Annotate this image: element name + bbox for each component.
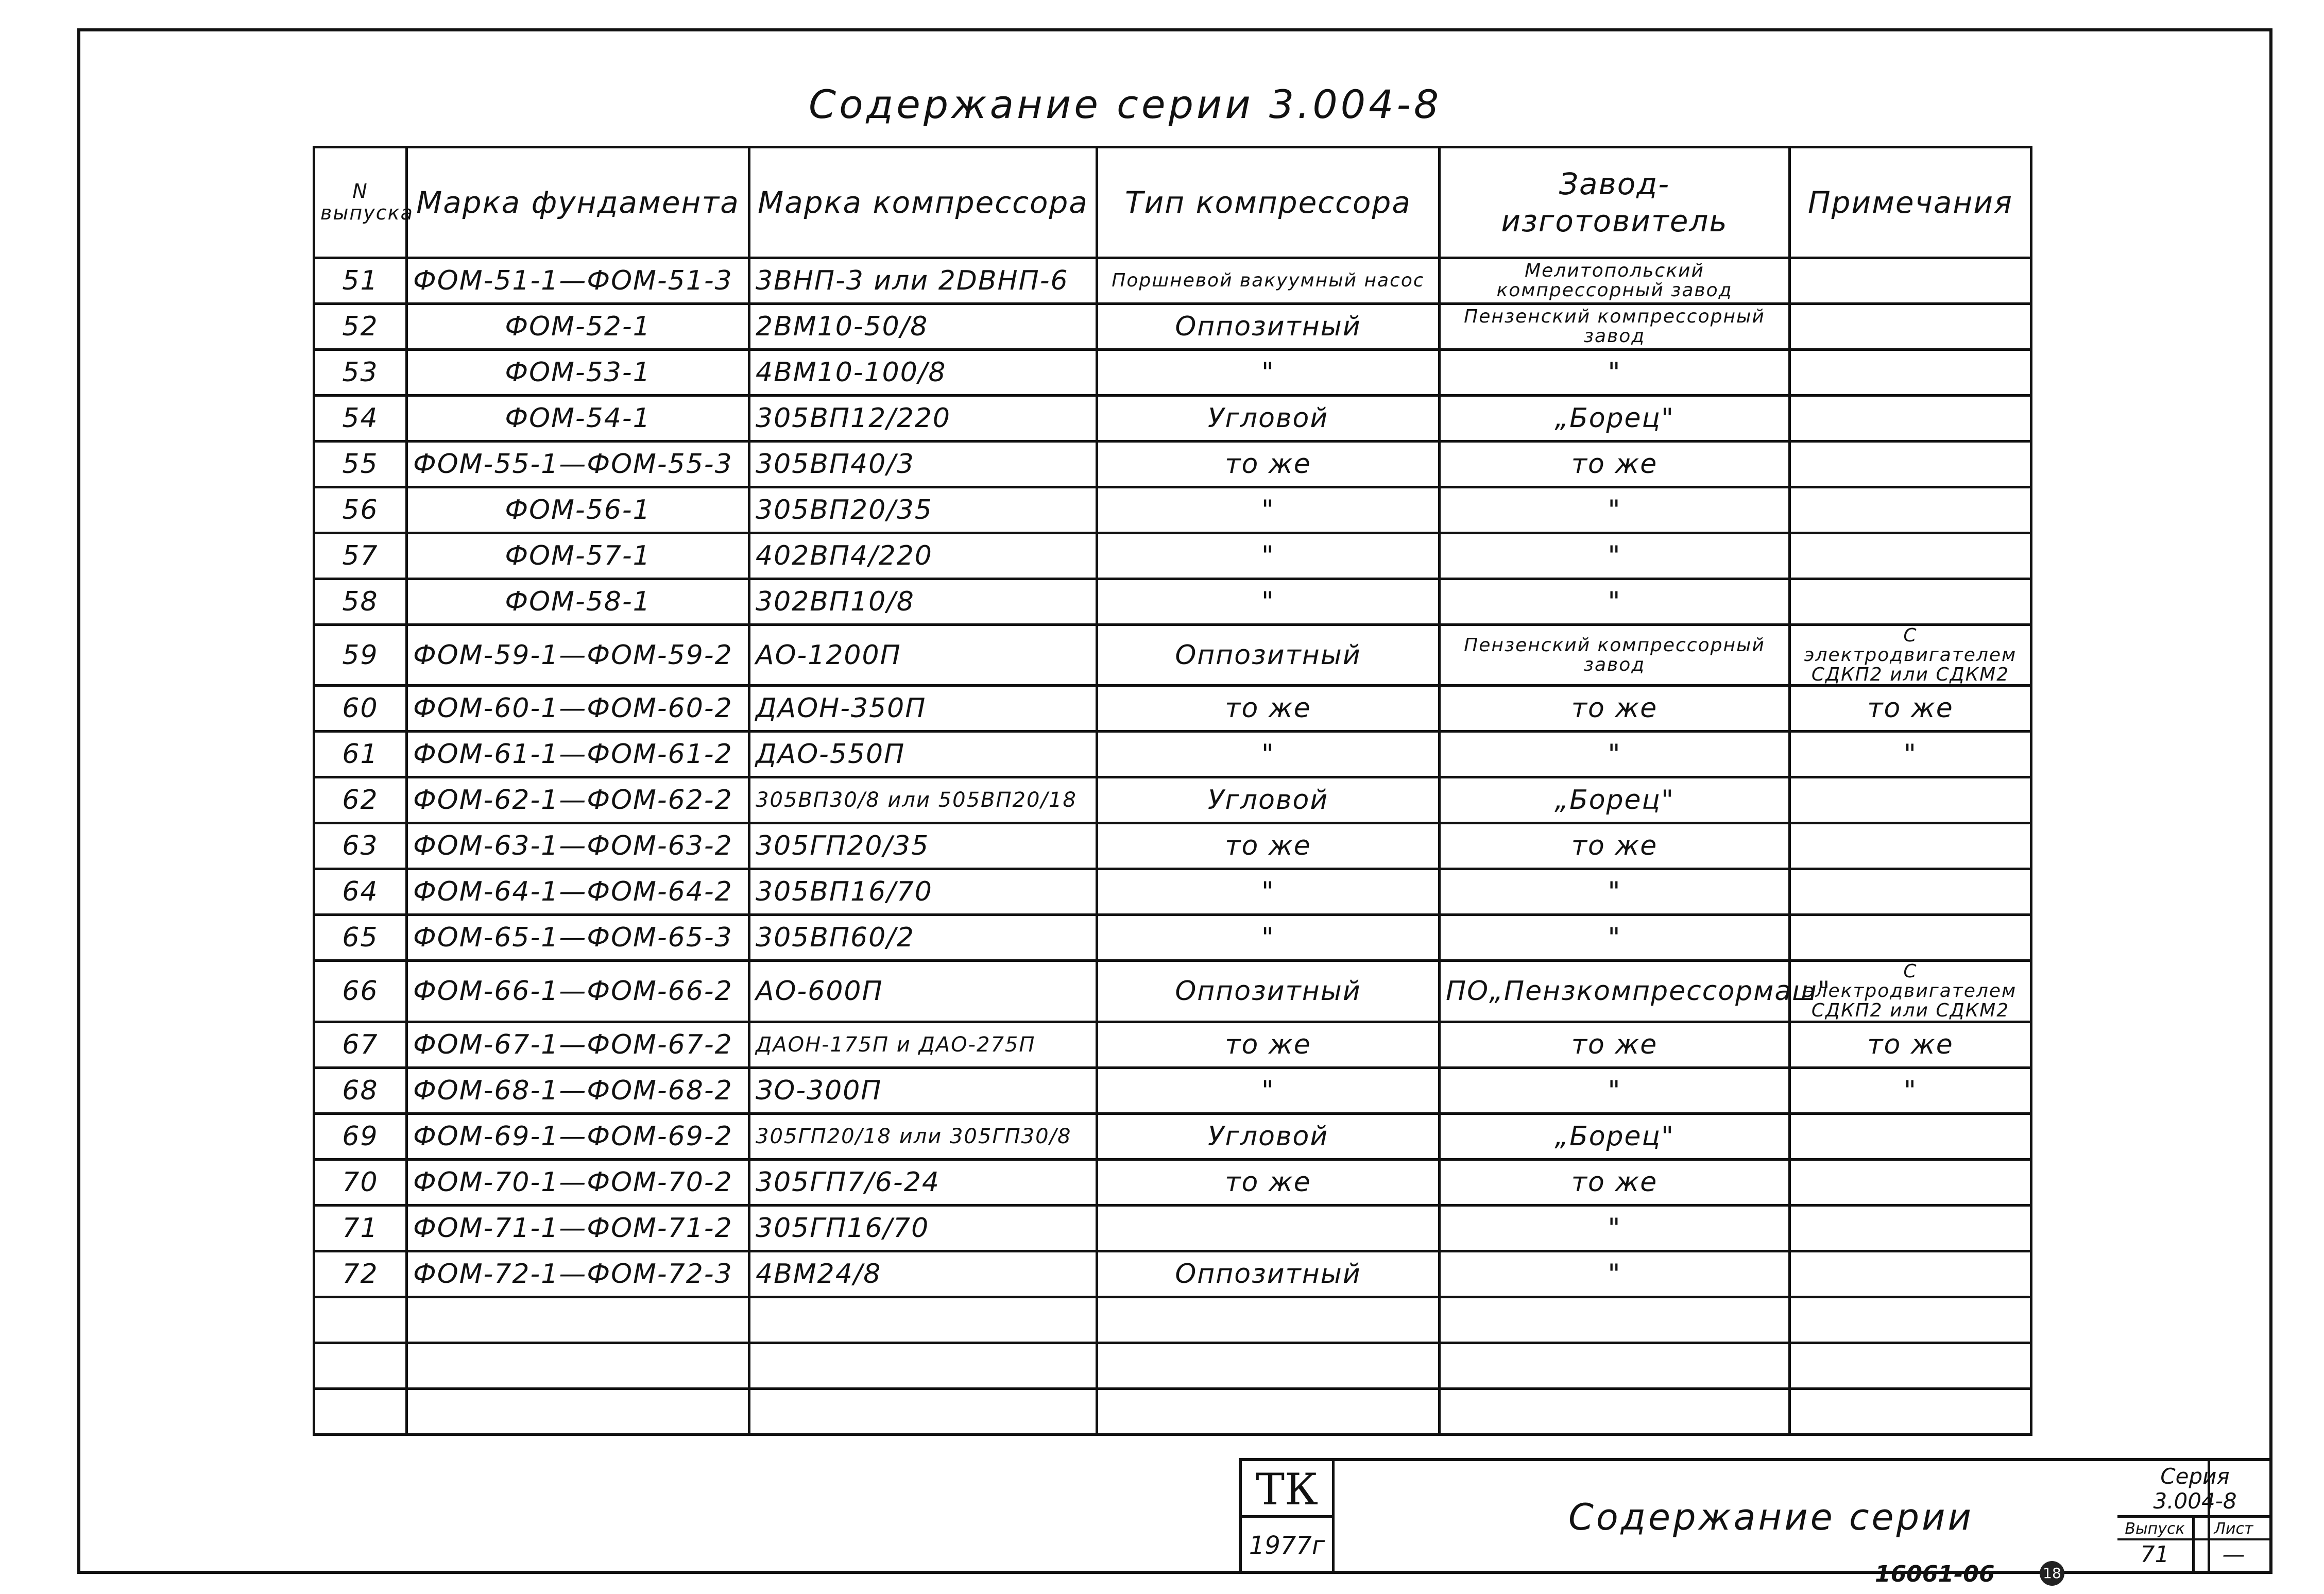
cell-manufacturer: то же bbox=[1440, 686, 1790, 732]
cell-compressor-type: то же bbox=[1097, 823, 1440, 869]
cell-compressor-mark: 3ВНП-3 или 2DВНП-6 bbox=[749, 258, 1097, 304]
issue-value: 71 bbox=[2117, 1540, 2195, 1574]
cell-foundation-mark: ФОМ-60-1—ФОМ-60-2 bbox=[407, 686, 749, 732]
table-row bbox=[314, 1113, 2031, 1159]
cell-notes bbox=[1790, 1297, 2031, 1343]
cell-compressor-type bbox=[1097, 1297, 1440, 1343]
cell-foundation-mark: ФОМ-67-1—ФОМ-67-2 bbox=[407, 1022, 749, 1067]
cell-foundation-mark: ФОМ-64-1—ФОМ-64-2 bbox=[407, 869, 749, 915]
cell-foundation-mark bbox=[407, 1297, 749, 1343]
cell-compressor-type: то же bbox=[1097, 1159, 1440, 1205]
table-row bbox=[314, 961, 2031, 1022]
header-issue-number: N выпуска bbox=[314, 147, 407, 258]
cell-notes bbox=[1790, 823, 2031, 869]
cell-manufacturer: " bbox=[1440, 732, 1790, 777]
table-row bbox=[314, 487, 2031, 533]
cell-notes bbox=[1790, 579, 2031, 625]
cell-compressor-type bbox=[1097, 1343, 1440, 1388]
cell-issue-number: 56 bbox=[314, 487, 407, 533]
series-label: Серия bbox=[2160, 1464, 2230, 1489]
cell-manufacturer: „Борец" bbox=[1440, 396, 1790, 442]
cell-compressor-mark bbox=[749, 1343, 1097, 1388]
cell-compressor-mark: 305ГП20/18 или 305ГП30/8 bbox=[749, 1113, 1097, 1159]
cell-compressor-type: Оппозитный bbox=[1097, 961, 1440, 1022]
cell-compressor-mark: ДАОН-175П и ДАО-275П bbox=[749, 1022, 1097, 1067]
cell-issue-number: 66 bbox=[314, 961, 407, 1022]
cell-notes: С электродвигателем СДКП2 или СДКМ2 bbox=[1790, 625, 2031, 686]
cell-notes bbox=[1790, 1159, 2031, 1205]
organization-code: ТК bbox=[1242, 1461, 1335, 1518]
cell-issue-number: 51 bbox=[314, 258, 407, 304]
cell-manufacturer: " bbox=[1440, 869, 1790, 915]
cell-compressor-mark: 305ВП16/70 bbox=[749, 869, 1097, 915]
cell-manufacturer: " bbox=[1440, 350, 1790, 396]
table-row bbox=[314, 350, 2031, 396]
issue-label: Выпуск bbox=[2117, 1518, 2195, 1540]
cell-compressor-mark: 305ГП20/35 bbox=[749, 823, 1097, 869]
cell-notes: " bbox=[1790, 1067, 2031, 1113]
cell-issue-number: 62 bbox=[314, 777, 407, 823]
cell-issue-number: 60 bbox=[314, 686, 407, 732]
cell-manufacturer: то же bbox=[1440, 823, 1790, 869]
cell-compressor-type: " bbox=[1097, 487, 1440, 533]
table-row bbox=[314, 258, 2031, 304]
cell-foundation-mark: ФОМ-66-1—ФОМ-66-2 bbox=[407, 961, 749, 1022]
cell-notes bbox=[1790, 1251, 2031, 1297]
cell-compressor-type: то же bbox=[1097, 442, 1440, 487]
cell-manufacturer: " bbox=[1440, 1251, 1790, 1297]
cell-issue-number: 71 bbox=[314, 1205, 407, 1251]
cell-manufacturer bbox=[1440, 1297, 1790, 1343]
cell-compressor-type: " bbox=[1097, 915, 1440, 961]
cell-manufacturer: то же bbox=[1440, 1159, 1790, 1205]
cell-manufacturer bbox=[1440, 1343, 1790, 1388]
cell-foundation-mark: ФОМ-52-1 bbox=[407, 304, 749, 350]
cell-notes: то же bbox=[1790, 1022, 2031, 1067]
cell-compressor-mark: ЗО-300П bbox=[749, 1067, 1097, 1113]
cell-manufacturer: „Борец" bbox=[1440, 1113, 1790, 1159]
cell-compressor-mark: 305ГП16/70 bbox=[749, 1205, 1097, 1251]
contents-table bbox=[313, 146, 2032, 1436]
cell-issue-number bbox=[314, 1388, 407, 1434]
cell-compressor-type: то же bbox=[1097, 686, 1440, 732]
cell-manufacturer: " bbox=[1440, 579, 1790, 625]
table-row bbox=[314, 1251, 2031, 1297]
cell-foundation-mark: ФОМ-68-1—ФОМ-68-2 bbox=[407, 1067, 749, 1113]
cell-issue-number: 54 bbox=[314, 396, 407, 442]
cell-compressor-mark: 305ВП12/220 bbox=[749, 396, 1097, 442]
cell-foundation-mark: ФОМ-51-1—ФОМ-51-3 bbox=[407, 258, 749, 304]
cell-compressor-mark: 305ГП7/6-24 bbox=[749, 1159, 1097, 1205]
table-row-empty bbox=[314, 1297, 2031, 1343]
cell-compressor-mark: 402ВП4/220 bbox=[749, 533, 1097, 579]
cell-notes bbox=[1790, 533, 2031, 579]
header-notes: Примечания bbox=[1790, 147, 2031, 258]
cell-issue-number: 57 bbox=[314, 533, 407, 579]
cell-issue-number: 55 bbox=[314, 442, 407, 487]
cell-foundation-mark: ФОМ-71-1—ФОМ-71-2 bbox=[407, 1205, 749, 1251]
cell-manufacturer: " bbox=[1440, 533, 1790, 579]
table-row bbox=[314, 304, 2031, 350]
cell-compressor-type: Оппозитный bbox=[1097, 625, 1440, 686]
cell-issue-number: 52 bbox=[314, 304, 407, 350]
cell-compressor-mark: ДАО-550П bbox=[749, 732, 1097, 777]
cell-notes: С электродвигателем СДКП2 или СДКМ2 bbox=[1790, 961, 2031, 1022]
cell-compressor-type: Поршневой вакуумный насос bbox=[1097, 258, 1440, 304]
table-row bbox=[314, 869, 2031, 915]
cell-compressor-mark bbox=[749, 1388, 1097, 1434]
cell-foundation-mark: ФОМ-57-1 bbox=[407, 533, 749, 579]
cell-compressor-mark: 305ВП40/3 bbox=[749, 442, 1097, 487]
cell-compressor-mark bbox=[749, 1297, 1097, 1343]
cell-notes bbox=[1790, 1113, 2031, 1159]
cell-issue-number: 67 bbox=[314, 1022, 407, 1067]
header-foundation-mark: Марка фундамента bbox=[407, 147, 749, 258]
cell-issue-number: 61 bbox=[314, 732, 407, 777]
cell-foundation-mark bbox=[407, 1343, 749, 1388]
archive-code: 16061-06 bbox=[1875, 1561, 1995, 1587]
cell-manufacturer: Пензенский компрессорный завод bbox=[1440, 625, 1790, 686]
table-row bbox=[314, 777, 2031, 823]
cell-compressor-type: " bbox=[1097, 579, 1440, 625]
table-row bbox=[314, 625, 2031, 686]
stamp-title: Содержание серии bbox=[1335, 1461, 2210, 1574]
cell-notes bbox=[1790, 777, 2031, 823]
cell-issue-number: 58 bbox=[314, 579, 407, 625]
cell-manufacturer: Мелитопольский компрессорный завод bbox=[1440, 258, 1790, 304]
table-row-empty bbox=[314, 1388, 2031, 1434]
cell-notes bbox=[1790, 487, 2031, 533]
cell-foundation-mark bbox=[407, 1388, 749, 1434]
table-row bbox=[314, 442, 2031, 487]
cell-issue-number: 53 bbox=[314, 350, 407, 396]
cell-foundation-mark: ФОМ-58-1 bbox=[407, 579, 749, 625]
cell-notes bbox=[1790, 1388, 2031, 1434]
document-title: Содержание серии 3.004-8 bbox=[809, 81, 1442, 127]
cell-compressor-mark: 305ВП30/8 или 505ВП20/18 bbox=[749, 777, 1097, 823]
table-row bbox=[314, 1022, 2031, 1067]
cell-foundation-mark: ФОМ-69-1—ФОМ-69-2 bbox=[407, 1113, 749, 1159]
sheet-label: Лист bbox=[2195, 1518, 2272, 1540]
series-cell bbox=[2117, 1461, 2272, 1518]
table-row bbox=[314, 686, 2031, 732]
cell-issue-number: 64 bbox=[314, 869, 407, 915]
header-compressor-mark: Марка компрессора bbox=[749, 147, 1097, 258]
cell-issue-number: 72 bbox=[314, 1251, 407, 1297]
cell-compressor-mark: 4ВМ24/8 bbox=[749, 1251, 1097, 1297]
cell-compressor-type: " bbox=[1097, 869, 1440, 915]
cell-notes bbox=[1790, 1205, 2031, 1251]
table-row bbox=[314, 1159, 2031, 1205]
cell-issue-number: 69 bbox=[314, 1113, 407, 1159]
cell-notes bbox=[1790, 442, 2031, 487]
cell-compressor-type: " bbox=[1097, 1067, 1440, 1113]
table-row bbox=[314, 533, 2031, 579]
cell-foundation-mark: ФОМ-54-1 bbox=[407, 396, 749, 442]
cell-foundation-mark: ФОМ-63-1—ФОМ-63-2 bbox=[407, 823, 749, 869]
cell-manufacturer: " bbox=[1440, 1205, 1790, 1251]
table-row bbox=[314, 823, 2031, 869]
cell-manufacturer: " bbox=[1440, 487, 1790, 533]
cell-compressor-type: Оппозитный bbox=[1097, 1251, 1440, 1297]
cell-compressor-type: " bbox=[1097, 350, 1440, 396]
cell-issue-number: 63 bbox=[314, 823, 407, 869]
cell-compressor-mark: 305ВП20/35 bbox=[749, 487, 1097, 533]
cell-compressor-type: Угловой bbox=[1097, 777, 1440, 823]
cell-issue-number: 68 bbox=[314, 1067, 407, 1113]
cell-foundation-mark: ФОМ-53-1 bbox=[407, 350, 749, 396]
cell-notes: то же bbox=[1790, 686, 2031, 732]
cell-compressor-mark: АО-600П bbox=[749, 961, 1097, 1022]
title-block bbox=[1239, 1458, 2272, 1574]
cell-foundation-mark: ФОМ-59-1—ФОМ-59-2 bbox=[407, 625, 749, 686]
cell-manufacturer: Пензенский компрессорный завод bbox=[1440, 304, 1790, 350]
cell-compressor-type: Угловой bbox=[1097, 396, 1440, 442]
cell-compressor-type: Оппозитный bbox=[1097, 304, 1440, 350]
cell-compressor-mark: АО-1200П bbox=[749, 625, 1097, 686]
cell-notes bbox=[1790, 304, 2031, 350]
stamp-year: 1977г bbox=[1242, 1518, 1335, 1574]
table-row bbox=[314, 1067, 2031, 1113]
table-row bbox=[314, 579, 2031, 625]
cell-compressor-type: Угловой bbox=[1097, 1113, 1440, 1159]
cell-foundation-mark: ФОМ-55-1—ФОМ-55-3 bbox=[407, 442, 749, 487]
cell-manufacturer: то же bbox=[1440, 442, 1790, 487]
cell-manufacturer: то же bbox=[1440, 1022, 1790, 1067]
cell-compressor-type bbox=[1097, 1205, 1440, 1251]
table-row bbox=[314, 915, 2031, 961]
cell-compressor-mark: 4ВМ10-100/8 bbox=[749, 350, 1097, 396]
table-row bbox=[314, 732, 2031, 777]
cell-compressor-type: " bbox=[1097, 533, 1440, 579]
cell-issue-number: 70 bbox=[314, 1159, 407, 1205]
table-header-row bbox=[314, 147, 2031, 258]
cell-compressor-type: то же bbox=[1097, 1022, 1440, 1067]
cell-notes bbox=[1790, 258, 2031, 304]
cell-issue-number: 65 bbox=[314, 915, 407, 961]
cell-issue-number: 59 bbox=[314, 625, 407, 686]
cell-compressor-mark: 302ВП10/8 bbox=[749, 579, 1097, 625]
table-row bbox=[314, 1205, 2031, 1251]
cell-manufacturer: " bbox=[1440, 1067, 1790, 1113]
table-row bbox=[314, 396, 2031, 442]
cell-notes bbox=[1790, 869, 2031, 915]
cell-manufacturer: „Борец" bbox=[1440, 777, 1790, 823]
cell-issue-number bbox=[314, 1297, 407, 1343]
cell-foundation-mark: ФОМ-62-1—ФОМ-62-2 bbox=[407, 777, 749, 823]
table-row-empty bbox=[314, 1343, 2031, 1388]
cell-notes bbox=[1790, 396, 2031, 442]
cell-foundation-mark: ФОМ-61-1—ФОМ-61-2 bbox=[407, 732, 749, 777]
cell-notes bbox=[1790, 915, 2031, 961]
cell-manufacturer: ПО„Пензкомпрессормаш" bbox=[1440, 961, 1790, 1022]
cell-notes bbox=[1790, 1343, 2031, 1388]
cell-compressor-mark: 2ВМ10-50/8 bbox=[749, 304, 1097, 350]
page-mark: 18 bbox=[2040, 1561, 2064, 1586]
cell-notes bbox=[1790, 350, 2031, 396]
cell-compressor-mark: 305ВП60/2 bbox=[749, 915, 1097, 961]
cell-compressor-mark: ДАОН-350П bbox=[749, 686, 1097, 732]
cell-foundation-mark: ФОМ-56-1 bbox=[407, 487, 749, 533]
cell-foundation-mark: ФОМ-70-1—ФОМ-70-2 bbox=[407, 1159, 749, 1205]
header-manufacturer: Завод-изготовитель bbox=[1440, 147, 1790, 258]
header-compressor-type: Тип компрессора bbox=[1097, 147, 1440, 258]
cell-issue-number bbox=[314, 1343, 407, 1388]
cell-manufacturer bbox=[1440, 1388, 1790, 1434]
cell-notes: " bbox=[1790, 732, 2031, 777]
sheet-value: — bbox=[2222, 1541, 2245, 1568]
cell-compressor-type bbox=[1097, 1388, 1440, 1434]
cell-foundation-mark: ФОМ-65-1—ФОМ-65-3 bbox=[407, 915, 749, 961]
cell-compressor-type: " bbox=[1097, 732, 1440, 777]
cell-foundation-mark: ФОМ-72-1—ФОМ-72-3 bbox=[407, 1251, 749, 1297]
series-value: 3.004-8 bbox=[2153, 1488, 2237, 1514]
cell-manufacturer: " bbox=[1440, 915, 1790, 961]
